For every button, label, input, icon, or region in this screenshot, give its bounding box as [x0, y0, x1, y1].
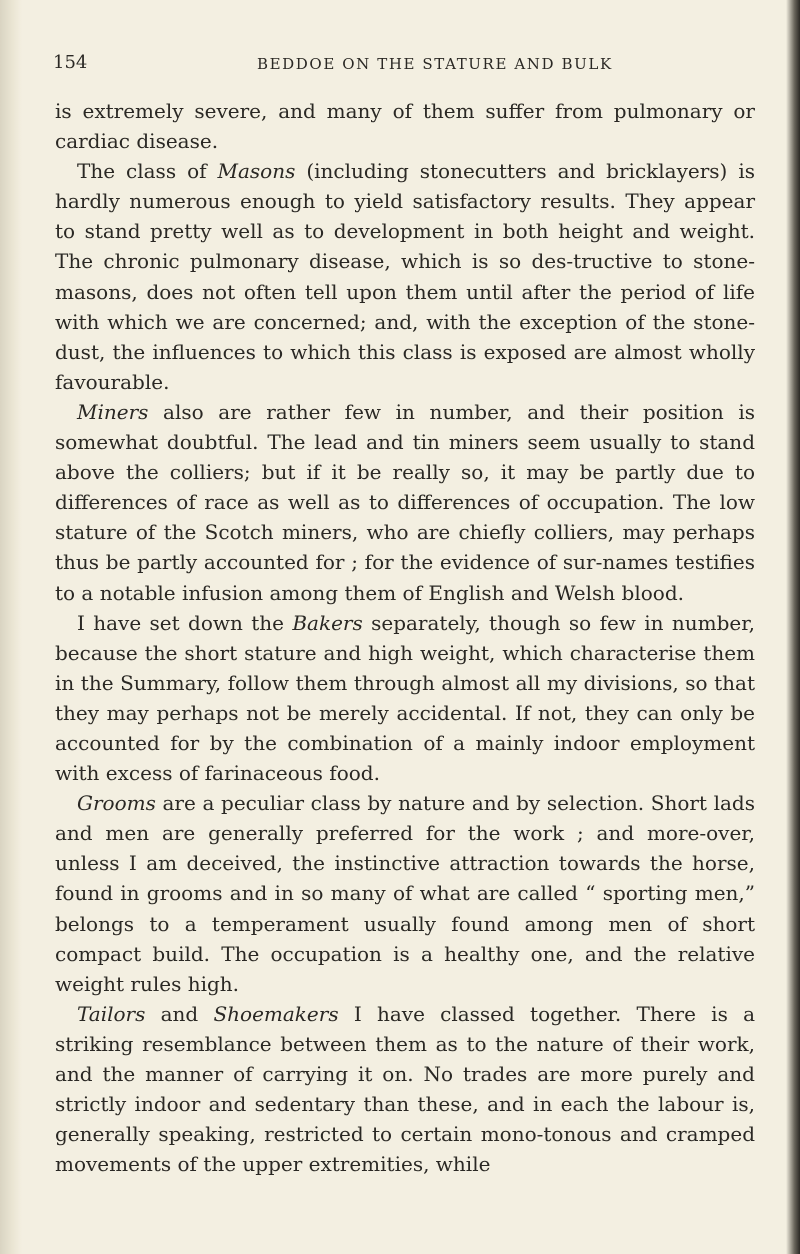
page-edge-shadow [786, 0, 800, 1254]
italic-term: Miners [77, 399, 149, 424]
paragraph [55, 608, 755, 789]
text-span: also are rather few in number, and their position is somewhat doubtful. The lead and tin miners seem usually to stand above the colliers; but if it be really so, it may be partly due to differences of race as well as to differences of occupation. The low stature of the Scotch miners, who are chiefly colliers, may perhaps thus be partly accounted for ; for the evidence of sur-names testifies to a notable infusion among them of English and Welsh blood. [55, 399, 755, 605]
paragraph [55, 788, 755, 999]
body-text [55, 96, 755, 1179]
text-span: I have set down the [77, 610, 293, 635]
page-header [55, 52, 755, 82]
text-span: The class of [77, 159, 218, 184]
italic-term: Masons [217, 159, 296, 184]
book-page [55, 52, 755, 1179]
italic-term: Tailors [77, 1001, 146, 1026]
paragraph [55, 156, 755, 397]
text-span: separately, though so few in number, because the short stature and high weight, which characterise them in the Summary, follow them through almost all my divisions, so that they may perhaps not be merely accidental. If not, they can only be accounted for by the combination of a mainly indoor employment with excess of farinaceous food. [55, 610, 755, 786]
paragraph [55, 397, 755, 608]
italic-term: Grooms [77, 791, 156, 816]
text-span: are a peculiar class by nature and by selection. Short lads and men are generally preferred for the work ; and more-over, unless I am deceived, the instinctive attraction towards the horse, found in grooms and in so many of what are called “ sporting men,” belongs to a temperament usually found among men of short compact build. The occupation is a healthy one, and the relative weight rules high. [55, 791, 755, 996]
italic-term: Shoemakers [213, 1001, 339, 1026]
running-head: BEDDOE ON THE STATURE AND BULK [257, 55, 613, 73]
text-span: (including stonecutters and bricklayers) is hardly numerous enough to yield satisfactory results. They appear to stand pretty well as to development in both height and weight. The chronic pulmonary disease, which is so des-tructive to stone-masons, does not often tell upon them until after the period of life with which we are concerned; and, with the exception of the stone-dust, the influences to which this class is exposed are almost wholly favourable. [55, 159, 755, 394]
page-gutter-shadow [0, 0, 22, 1254]
page-number: 154 [53, 52, 88, 73]
paragraph [55, 999, 755, 1180]
text-span: and [145, 1001, 214, 1026]
text-span: is extremely severe, and many of them suffer from pulmonary or cardiac disease. [55, 99, 755, 154]
italic-term: Bakers [292, 610, 363, 635]
text-span: I have classed together. There is a striking resemblance between them as to the nature of their work, and the manner of carrying it on. No trades are more purely and strictly indoor and sedentary than these, and in each the labour is, generally speaking, restricted to certain mono-tonous and cramped movements of the upper extremities, while [55, 1001, 755, 1177]
paragraph [55, 96, 755, 156]
